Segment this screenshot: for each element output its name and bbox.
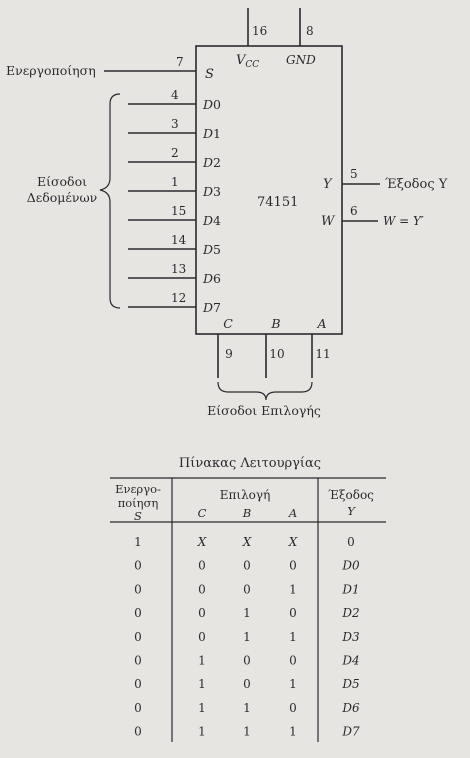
data-input-name: D4 <box>203 213 221 228</box>
table-cell: 0 <box>243 558 251 573</box>
data-input-name: D6 <box>203 271 221 286</box>
data-inputs-brace <box>100 94 120 308</box>
table-head-enable-1: Ενεργο- <box>115 482 161 496</box>
table-head-a: A <box>288 506 298 520</box>
data-input-pin-number: 13 <box>171 262 187 276</box>
data-input-name: D1 <box>203 126 221 141</box>
data-input-pin-number: 15 <box>171 204 187 218</box>
table-cell: D5 <box>342 677 360 692</box>
table-cell: 1 <box>198 724 206 739</box>
table-row <box>134 654 359 668</box>
enable-pin-number: 7 <box>176 55 184 69</box>
select-inputs-label: Είσοδοι Επιλογής <box>207 403 321 418</box>
table-head-enable-2: ποίηση <box>117 496 159 510</box>
table-cell: D4 <box>342 653 360 668</box>
table-cell: 1 <box>198 677 206 692</box>
table-title: Πίνακας Λειτουργίας <box>178 456 322 471</box>
table-row <box>134 701 360 715</box>
gnd-label: GND <box>286 53 316 67</box>
gnd-pin-number: 8 <box>306 24 314 38</box>
select-inputs-brace <box>218 382 312 400</box>
table-cell: 0 <box>243 582 251 597</box>
data-inputs-label-line1: Είσοδοι <box>36 174 88 189</box>
data-input-name: D7 <box>203 300 221 315</box>
table-row <box>134 559 360 573</box>
table-cell: 0 <box>198 606 206 621</box>
select-input-name: A <box>317 316 327 331</box>
table-head-c: C <box>197 506 207 520</box>
vcc-label: $V_{CC}$ <box>236 53 260 70</box>
table-body <box>134 535 360 739</box>
data-input-pin-number: 14 <box>171 233 187 247</box>
table-cell: 1 <box>134 535 142 549</box>
table-head-b: B <box>242 506 252 520</box>
table-cell: 1 <box>289 677 297 692</box>
table-cell: 0 <box>347 535 355 549</box>
table-head-enable-3: S <box>134 509 142 523</box>
data-input-pin-number: 4 <box>171 88 179 102</box>
table-cell: 0 <box>289 606 297 621</box>
table-row <box>134 630 360 644</box>
table-cell: D1 <box>342 582 360 597</box>
table-cell: 1 <box>243 629 251 644</box>
table-cell: 0 <box>198 629 206 644</box>
data-input-name: D5 <box>203 242 221 257</box>
enable-label: Ενεργοποίηση <box>6 63 96 78</box>
table-cell: 0 <box>243 653 251 668</box>
table-cell: D0 <box>342 558 360 573</box>
table-cell: 1 <box>198 700 206 715</box>
output-y-name: Y <box>323 177 332 192</box>
table-row <box>134 582 359 596</box>
table-cell: D6 <box>342 700 360 715</box>
data-input-name: D3 <box>203 184 221 199</box>
table-head-y: Y <box>347 504 355 518</box>
table-row <box>134 535 355 549</box>
table-cell: 1 <box>243 724 251 739</box>
table-cell: 0 <box>134 629 142 644</box>
table-cell: 0 <box>198 582 206 597</box>
table-cell: 0 <box>243 677 251 692</box>
table-cell: 0 <box>289 653 297 668</box>
table-row <box>134 606 359 620</box>
table-row <box>134 725 360 739</box>
table-cell: 0 <box>134 653 142 668</box>
select-input-pin: 10 <box>269 347 285 361</box>
table-cell: 0 <box>289 700 297 715</box>
output-w-name: W <box>321 214 335 229</box>
table-cell: 0 <box>134 558 142 573</box>
table-cell: X <box>242 535 252 549</box>
table-cell: X <box>197 535 207 549</box>
data-input-pin-number: 3 <box>171 117 179 131</box>
data-input-name: D0 <box>203 97 221 112</box>
table-cell: 0 <box>289 558 297 573</box>
table-cell: 0 <box>134 582 142 597</box>
data-input-pin-number: 2 <box>171 146 179 160</box>
output-w-label: W = Y′ <box>383 214 424 228</box>
table-head-select: Επιλογή <box>219 488 271 502</box>
table-cell: 0 <box>134 677 142 692</box>
output-y-pin: 5 <box>350 167 358 181</box>
data-inputs-group <box>128 88 221 315</box>
table-cell: 1 <box>198 653 206 668</box>
data-input-pin-number: 12 <box>171 291 187 305</box>
data-input-pin-number: 1 <box>171 175 179 189</box>
table-row <box>134 677 359 691</box>
table-head-output: Έξοδος <box>328 488 374 502</box>
table-cell: X <box>288 535 298 549</box>
table-cell: 0 <box>198 558 206 573</box>
enable-pin-name: S <box>205 67 214 82</box>
chip-label: 74151 <box>257 195 299 210</box>
table-cell: 1 <box>289 582 297 597</box>
table-cell: 0 <box>134 606 142 621</box>
select-input-name: C <box>223 316 233 331</box>
table-cell: 1 <box>289 724 297 739</box>
table-cell: 1 <box>243 700 251 715</box>
table-cell: 1 <box>243 606 251 621</box>
output-w-pin: 6 <box>350 204 358 218</box>
select-inputs-group <box>218 316 331 378</box>
select-input-name: B <box>271 316 281 331</box>
table-cell: D3 <box>342 629 360 644</box>
table-cell: D2 <box>342 606 360 621</box>
data-inputs-label-line2: Δεδομένων <box>26 190 98 205</box>
select-input-pin: 11 <box>315 347 331 361</box>
table-cell: 0 <box>134 700 142 715</box>
vcc-pin-number: 16 <box>252 24 268 38</box>
data-input-name: D2 <box>203 155 221 170</box>
select-input-pin: 9 <box>225 347 233 361</box>
output-y-label: Έξοδος Y <box>385 177 448 192</box>
table-cell: D7 <box>342 724 360 739</box>
table-cell: 0 <box>134 724 142 739</box>
table-cell: 1 <box>289 629 297 644</box>
